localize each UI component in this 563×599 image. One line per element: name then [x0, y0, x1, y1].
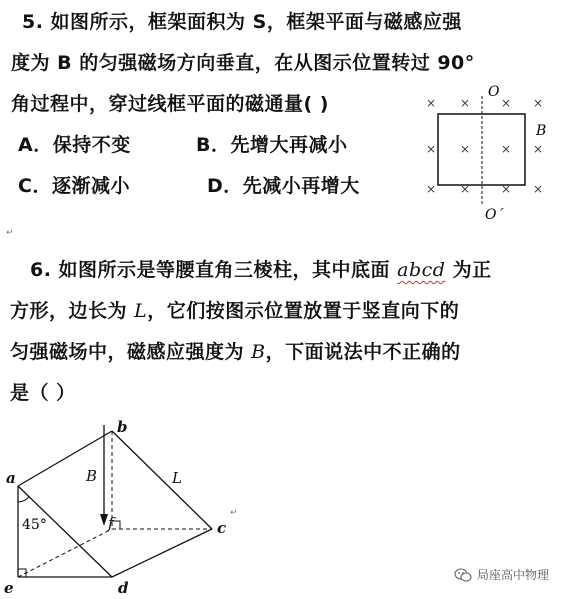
hidden-edge-ef: [18, 529, 112, 577]
field-cross: ×: [532, 142, 544, 156]
watermark-text: 局座高中物理: [476, 568, 549, 582]
edge-label-L: L: [172, 469, 182, 487]
watermark: [454, 566, 549, 583]
edge-cd: [112, 529, 212, 577]
q5-option-b: B．先增大再减小: [196, 134, 348, 156]
q5-option-c: C．逐渐减小: [18, 175, 130, 197]
edge-ab: [18, 431, 112, 486]
angle-label: 45°: [22, 517, 47, 533]
vertex-label-b: b: [117, 418, 128, 436]
axis-label-top: O: [488, 84, 500, 100]
q5-option-d: D．先减小再增大: [207, 175, 360, 197]
wire-frame: [438, 114, 525, 185]
q5-option-a: A．保持不变: [18, 134, 131, 156]
q5-line-2: 度为 B 的匀强磁场方向垂直，在从图示位置转过 90°: [11, 52, 475, 74]
q6-line-2: 方形，边长为 L，它们按图示位置放置于竖直向下的: [10, 300, 460, 322]
field-cross: ×: [425, 182, 437, 196]
q5-line-3: 角过程中，穿过线框平面的磁通量( ): [11, 93, 329, 115]
return-mark: ↵: [230, 508, 238, 518]
field-cross: ×: [500, 142, 512, 156]
field-arrow-head: [100, 514, 108, 526]
q6-prism-figure: [0, 415, 260, 599]
field-cross: ×: [425, 96, 437, 110]
field-cross: ×: [500, 96, 512, 110]
field-cross: ×: [425, 142, 437, 156]
angle-arc: [18, 497, 29, 502]
field-cross: ×: [532, 96, 544, 110]
vertex-label-a: a: [6, 469, 16, 487]
q5-line-1: 5. 如图所示，框架面积为 S，框架平面与磁感应强: [22, 11, 462, 33]
return-mark: ↵: [6, 228, 14, 238]
field-cross: ×: [459, 182, 471, 196]
edge-bc: [112, 431, 212, 529]
vertex-label-e: e: [4, 579, 14, 597]
axis-label-bottom: O´: [485, 207, 504, 222]
q6-line-3: 匀强磁场中，磁感应强度为 B，下面说法中不正确的: [10, 341, 461, 363]
field-cross: ×: [459, 142, 471, 156]
q6-line-4: 是（ ）: [10, 382, 76, 404]
field-cross: ×: [459, 96, 471, 110]
vertex-label-c: c: [217, 519, 227, 537]
vertex-label-f: f: [108, 514, 114, 532]
q6-line-1: 6. 如图所示是等腰直角三棱柱，其中底面 abcd 为正: [30, 259, 492, 281]
q5-frame-figure: [418, 82, 558, 222]
vertex-label-d: d: [118, 579, 129, 597]
wechat-icon: [454, 568, 472, 582]
field-cross: ×: [500, 182, 512, 196]
field-cross: ×: [532, 182, 544, 196]
field-label-B: B: [86, 467, 98, 485]
field-label: B: [536, 123, 547, 139]
